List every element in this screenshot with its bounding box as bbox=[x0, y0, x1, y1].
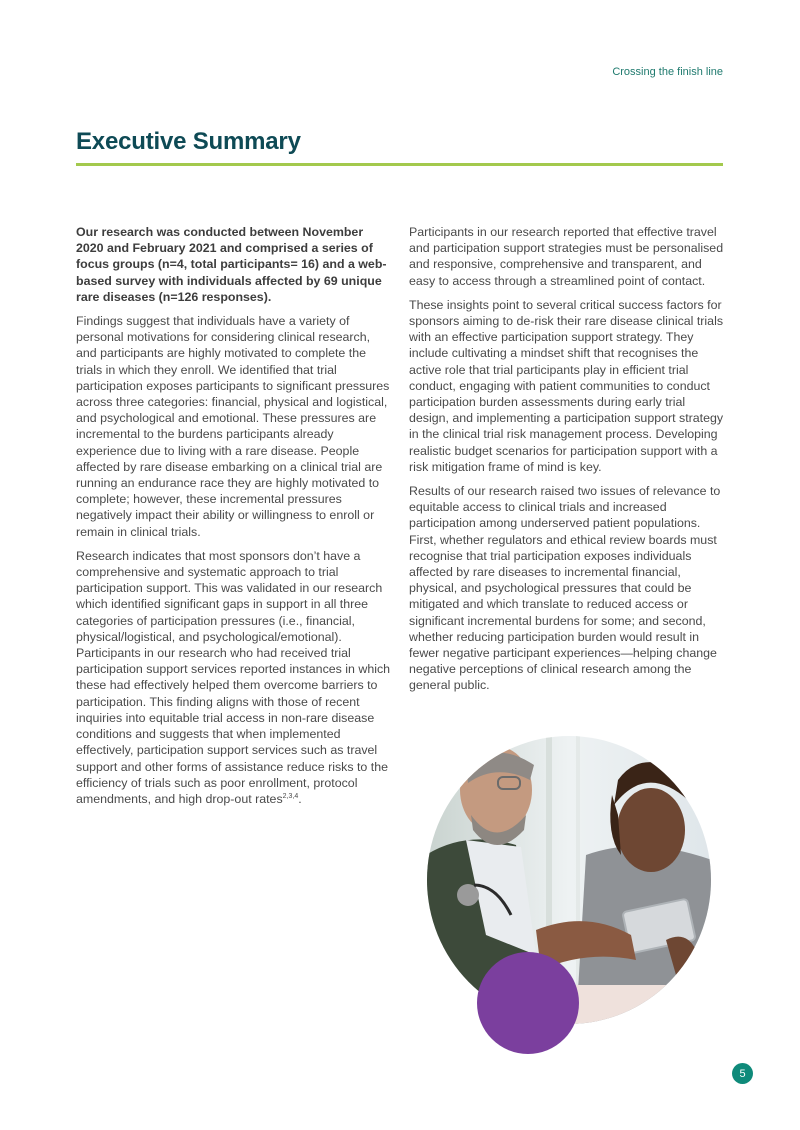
results-paragraph: Results of our research raised two issues of relevance to equitable access to clinical trials and increased participation among underserved patient populations. First, whether regulators and ethical review boards must recognise that trial participation exposes individuals affected by rare diseases to incremental financial, physical, and psychological pressures that could be mitigated and which translate to reduced access or significant incremental burdens for some; and second, whether reducing participation burden would result in fewer negative participant experiences—helping change negative perceptions of clinical research among the general public. bbox=[409, 484, 721, 693]
findings-paragraph: Findings suggest that individuals have a variety of personal motivations for considering clinical research, and participants are highly motivated to complete the trials in which they enroll. We identified that trial participation exposes participants to significant pressures across three categories: financial, physical and logistical, and psychological and emotional. These pressures are incremental to the burdens participants already experience due to living with a rare disease. People affected by rare disease embarking on a clinical trial are running an endurance race they are highly motivated to complete; however, these incremental pressures negatively impact their ability or willingness to enroll or remain in clinical trials. bbox=[76, 314, 390, 539]
reference-superscript: 2,3,4 bbox=[282, 792, 299, 800]
research-paragraph bbox=[76, 548, 392, 807]
page-title: Executive Summary bbox=[76, 128, 301, 155]
left-column bbox=[76, 224, 392, 815]
lead-paragraph: Our research was conducted between November 2020 and February 2021 and comprised a series of focus groups (n=4, total participants= 16) and a web-based survey with individuals affected by 69 unique rare diseases (n=126 responses). bbox=[76, 225, 387, 304]
participants-paragraph: Participants in our research reported that effective travel and participation support strategies must be personalised and responsive, comprehensive and transparent, and easy to access through a streamlined point of contact. bbox=[409, 225, 724, 288]
insights-paragraph: These insights point to several critical success factors for sponsors aiming to de-risk their rare disease clinical trials with an effective participation support strategy. They include cultivating a mindset shift that recognises the active role that trial participants play in efficient trial conduct, engaging with patient communities to conduct participation burden assessments during early trial design, and implementing a participation support strategy in the clinical trial risk management process. Developing realistic budget scenarios for participation support with a risk mitigation frame of mind is key. bbox=[409, 297, 724, 474]
research-paragraph-end: . bbox=[298, 791, 302, 806]
running-header: Crossing the finish line bbox=[612, 66, 723, 78]
purple-accent-circle bbox=[477, 952, 579, 1054]
title-divider bbox=[76, 163, 723, 166]
right-column bbox=[409, 224, 725, 702]
page-number-badge: 5 bbox=[732, 1063, 753, 1084]
research-paragraph-text: Research indicates that most sponsors don’t have a comprehensive and systematic approach to trial participation support. This was validated in our research which identified significant gaps in support in all three categories of participation pressures (i.e., financial, physical/logistical, and psychological/emotional). Participants in our research who had received trial participation support services reported instances in which these had effectively helped them overcome barriers to participation. This finding aligns with those of recent inquiries into equitable trial access in non-rare disease conditions and suggests that when implemented effectively, participation support services such as travel support and other forms of assistance reduce risks to the efficiency of trials such as poor enrollment, protocol amendments, and high drop-out rates bbox=[76, 548, 391, 806]
